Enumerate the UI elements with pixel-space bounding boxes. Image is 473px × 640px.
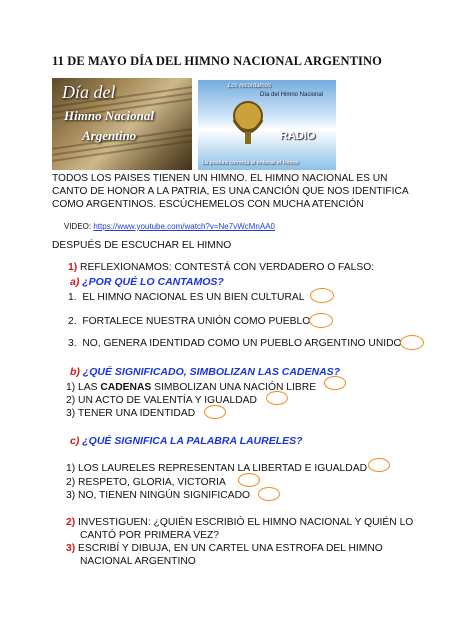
section-b-item-3 [66,408,195,419]
item-number: 1. [68,292,77,303]
section-c-title: ¿QUÉ SIGNIFICA LA PALABRA LAURELES? [82,435,303,447]
section-a-heading [70,276,224,288]
section-a-title: ¿POR QUÉ LO CANTAMOS? [82,276,224,288]
answer-circle[interactable] [310,288,334,303]
section-a-letter: a) [70,276,80,288]
radio-sub-text: Día del Himno Nacional [260,92,324,98]
answer-circle[interactable] [400,335,424,350]
question-2 [66,516,413,542]
video-link[interactable]: https://www.youtube.com/watch?v=Ne7vWcMnAA0 [93,222,275,231]
item-text: EL HIMNO NACIONAL ES UN BIEN CULTURAL [82,292,305,303]
section-b-title: ¿QUÉ SIGNIFICADO, SIMBOLIZAN LAS CADENAS? [82,366,341,378]
banner-line3: Argentino [82,128,137,143]
question-3 [66,542,383,568]
section-c-item-3 [66,490,250,501]
question-1 [68,262,374,273]
answer-circle[interactable] [238,473,260,487]
radio-word: RADIO [280,130,316,142]
item-number: 1) [66,463,76,474]
question-3-line2: NACIONAL ARGENTINO [80,556,196,567]
microphone-icon [220,98,280,148]
section-b-item-2 [66,395,257,406]
radio-top-text: Los recordamos [228,83,272,89]
question-3-number: 3) [66,543,76,554]
item-text-pre: LAS [78,382,101,393]
after-listening-heading: DESPUÉS DE ESCUCHAR EL HIMNO [52,240,232,251]
answer-circle[interactable] [258,487,280,501]
question-2-number: 2) [66,517,76,528]
item-number: 2) [66,477,76,488]
item-text: RESPETO, GLORIA, VICTORIA [78,477,226,488]
question-2-line2: CANTÓ POR PRIMERA VEZ? [80,530,220,541]
answer-circle[interactable] [204,405,226,419]
item-number: 2. [68,316,77,327]
answer-circle[interactable] [368,458,390,472]
item-text-bold: CADENAS [100,382,152,393]
item-text-post: SIMBOLIZAN UNA NACIÓN LIBRE [151,382,317,393]
video-label: VIDEO: [64,222,92,231]
section-a-item-1 [68,292,305,303]
item-number: 1) [66,382,76,393]
section-a-item-2 [68,316,310,327]
video-line [64,222,275,231]
radio-himno-image [198,80,336,170]
answer-circle[interactable] [324,376,346,390]
section-c-heading [70,435,303,447]
item-text: NO, GENERA IDENTIDAD COMO UN PUEBLO ARGENTINO UNIDO [82,338,402,349]
item-number: 3. [68,338,77,349]
page-title: 11 DE MAYO DÍA DEL HIMNO NACIONAL ARGENTINO [52,54,382,68]
section-c-item-1 [66,463,367,474]
item-number: 3) [66,408,76,419]
answer-circle[interactable] [309,313,333,328]
banner-line1: Día del [62,82,116,102]
section-b-heading [70,366,340,378]
section-c-item-2 [66,477,226,488]
item-text: NO, TIENEN NINGÚN SIGNIFICADO [78,490,251,501]
item-text: LOS LAURELES REPRESENTAN LA LIBERTAD E IGUALDAD [78,463,368,474]
answer-circle[interactable] [266,391,288,405]
item-text: UN ACTO DE VALENTÍA Y IGUALDAD [78,395,257,406]
item-number: 2) [66,395,76,406]
question-1-text: REFLEXIONAMOS: CONTESTÁ CON VERDADERO O FALSO: [80,262,375,273]
intro-paragraph: TODOS LOS PAISES TIENEN UN HIMNO. EL HIMNO NACIONAL ES UN CANTO DE HONOR A LA PATRIA, ES UNA CANCIÓN QUE NOS IDENTIFICA COMO ARGENTINOS. ESCÚCHEMELOS CON MUCHA ATENCIÓN [52,173,409,210]
question-3-line1: ESCRIBÍ Y DIBUJA, EN UN CARTEL UNA ESTROFA DEL HIMNO [78,543,383,554]
himno-banner-image [52,78,192,170]
banner-line2: Himno Nacional [64,108,154,123]
section-b-letter: b) [70,366,80,378]
item-text: TENER UNA IDENTIDAD [77,408,196,419]
radio-caption: La postura correcta al entonar el Himno [202,160,299,166]
item-number: 3) [66,490,76,501]
question-1-number: 1) [68,262,78,273]
question-2-line1: INVESTIGUEN: ¿QUIÉN ESCRIBIÓ EL HIMNO NACIONAL Y QUIÉN LO [78,517,414,528]
item-text: FORTALECE NUESTRA UNIÓN COMO PUEBLO [82,316,311,327]
section-c-letter: c) [70,435,80,447]
section-a-item-3 [68,338,402,349]
